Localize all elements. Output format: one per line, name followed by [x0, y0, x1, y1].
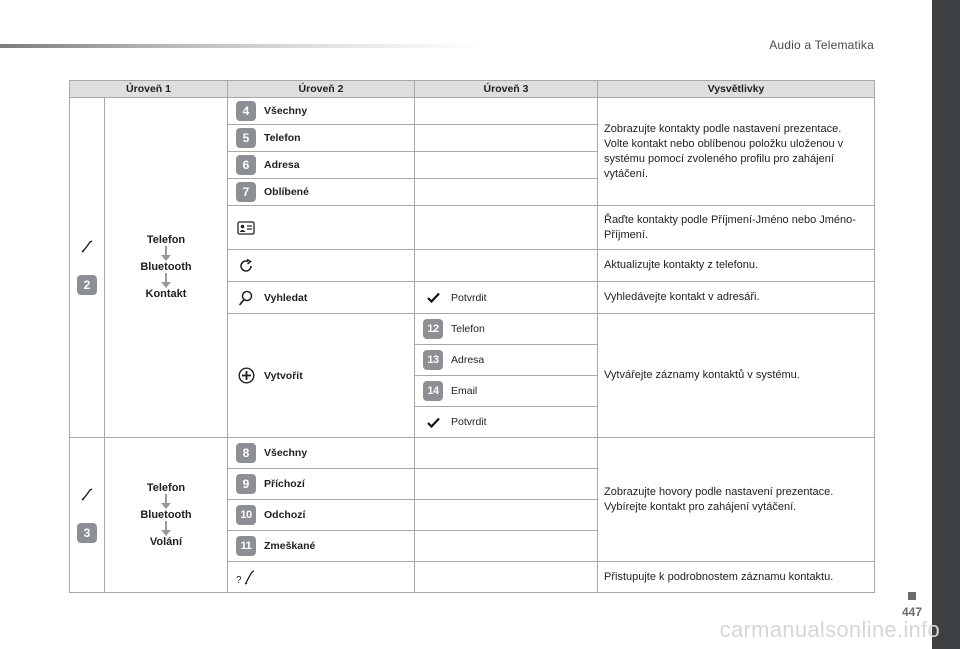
level3-cell — [415, 562, 598, 593]
table-row — [70, 438, 875, 469]
level3-cell — [415, 469, 598, 500]
header-rule — [0, 44, 480, 48]
level3-cell — [415, 500, 598, 531]
calls-display-explanation: Zobrazujte hovory podle nastavení prezentace. Vybírejte kontakt pro zahájení vytáčení. — [598, 438, 875, 562]
menu-item-label: Email — [451, 385, 478, 397]
arrow-down-icon — [161, 273, 171, 289]
table-row — [70, 98, 875, 125]
menu-item-label: Příchozí — [264, 478, 305, 490]
level3-cell — [415, 206, 598, 250]
arrow-down-icon — [161, 246, 171, 262]
page-marker — [908, 592, 916, 600]
menu-item-label: Oblíbené — [264, 186, 309, 198]
step-badge: 11 — [236, 536, 256, 556]
level2-cell — [228, 98, 415, 125]
step-badge: 7 — [236, 182, 256, 202]
level3-cell — [415, 98, 598, 125]
create-explanation: Vytvářejte záznamy kontaktů v systému. — [598, 314, 875, 438]
step-badge: 6 — [236, 155, 256, 175]
search-icon — [228, 290, 264, 306]
calls-level1-icon-cell — [70, 438, 105, 593]
sort-explanation: Řaďte kontakty podle Příjmení-Jméno nebo Jméno-Příjmení. — [598, 206, 875, 250]
level2-cell — [228, 562, 415, 593]
menu-item-label: Všechny — [264, 447, 308, 459]
level3-cell — [415, 345, 598, 376]
level3-cell — [415, 152, 598, 179]
step-badge: 14 — [423, 381, 443, 401]
level2-cell — [228, 531, 415, 562]
menu-item-label: Odchozí — [264, 509, 306, 521]
step-badge: 3 — [77, 523, 97, 543]
refresh-icon — [228, 258, 264, 274]
header-explanation: Vysvětlivky — [598, 81, 875, 98]
watermark: carmanualsonline.info — [719, 617, 940, 642]
section-title: Audio a Telematika — [769, 38, 874, 52]
path-step: Bluetooth — [140, 508, 192, 521]
arrow-down-icon — [161, 521, 171, 537]
svg-text:?: ? — [236, 575, 242, 585]
header-level-1: Úroveň 1 — [70, 81, 228, 98]
level2-cell — [228, 282, 415, 314]
contacts-display-explanation: Zobrazujte kontakty podle nastavení prezentace. Volte kontakt nebo oblíbenou položku uloženou v systému pomocí zvoleného profilu pro zahájení vytáčení. — [598, 98, 875, 206]
call-details-explanation: Přistupujte k podrobnostem záznamu kontaktu. — [598, 562, 875, 593]
step-badge: 13 — [423, 350, 443, 370]
page-number: 447 — [901, 605, 922, 619]
menu-item-label: Telefon — [451, 323, 485, 335]
sort-contacts-icon — [228, 221, 264, 235]
step-badge: 12 — [423, 319, 443, 339]
menu-item-label: Vytvořit — [264, 369, 303, 382]
level2-cell — [228, 152, 415, 179]
menu-item-label: Všechny — [264, 105, 308, 117]
level3-cell — [415, 407, 598, 438]
step-badge: 5 — [236, 128, 256, 148]
level2-cell — [228, 314, 415, 438]
phone-icon — [80, 488, 94, 505]
call-details-icon — [228, 569, 264, 585]
menu-item-label: Adresa — [264, 159, 300, 171]
level2-cell — [228, 250, 415, 282]
step-badge: 4 — [236, 101, 256, 121]
step-badge: 10 — [236, 505, 256, 525]
menu-item-label: Adresa — [451, 354, 485, 366]
checkmark-icon — [415, 292, 451, 303]
path-step: Volání — [149, 535, 183, 548]
path-step: Kontakt — [145, 288, 187, 300]
add-contact-icon — [228, 367, 264, 384]
path-step: Bluetooth — [140, 261, 192, 273]
table-header-row — [70, 81, 875, 98]
level2-cell — [228, 206, 415, 250]
menu-table — [69, 80, 875, 593]
checkmark-icon — [415, 417, 451, 428]
menu-item-label: Zmeškané — [264, 540, 316, 552]
header-level-2: Úroveň 2 — [228, 81, 415, 98]
arrow-down-icon — [161, 494, 171, 510]
level2-cell — [228, 500, 415, 531]
contacts-level1-icon-cell — [70, 98, 105, 438]
level3-cell — [415, 250, 598, 282]
menu-item-label: Potvrdit — [451, 291, 487, 304]
level3-cell — [415, 179, 598, 206]
search-explanation: Vyhledávejte kontakt v adresáři. — [598, 282, 875, 314]
contacts-menu-path — [105, 98, 228, 438]
phone-icon — [80, 240, 94, 257]
menu-item-label: Telefon — [264, 132, 301, 144]
level3-cell — [415, 376, 598, 407]
level3-cell — [415, 125, 598, 152]
level3-cell — [415, 314, 598, 345]
level3-cell — [415, 531, 598, 562]
path-step: Telefon — [146, 481, 186, 494]
level2-cell — [228, 125, 415, 152]
header-level-3: Úroveň 3 — [415, 81, 598, 98]
step-badge: 2 — [77, 275, 97, 295]
level3-cell — [415, 282, 598, 314]
level2-cell — [228, 469, 415, 500]
chapter-side-bar — [932, 0, 960, 649]
menu-item-label: Vyhledat — [264, 291, 308, 304]
level2-cell — [228, 179, 415, 206]
path-step: Telefon — [146, 234, 186, 246]
step-badge: 8 — [236, 443, 256, 463]
step-badge: 9 — [236, 474, 256, 494]
refresh-explanation: Aktualizujte kontakty z telefonu. — [598, 250, 875, 282]
menu-item-label: Potvrdit — [451, 416, 487, 428]
level2-cell — [228, 438, 415, 469]
calls-menu-path — [105, 438, 228, 593]
level3-cell — [415, 438, 598, 469]
